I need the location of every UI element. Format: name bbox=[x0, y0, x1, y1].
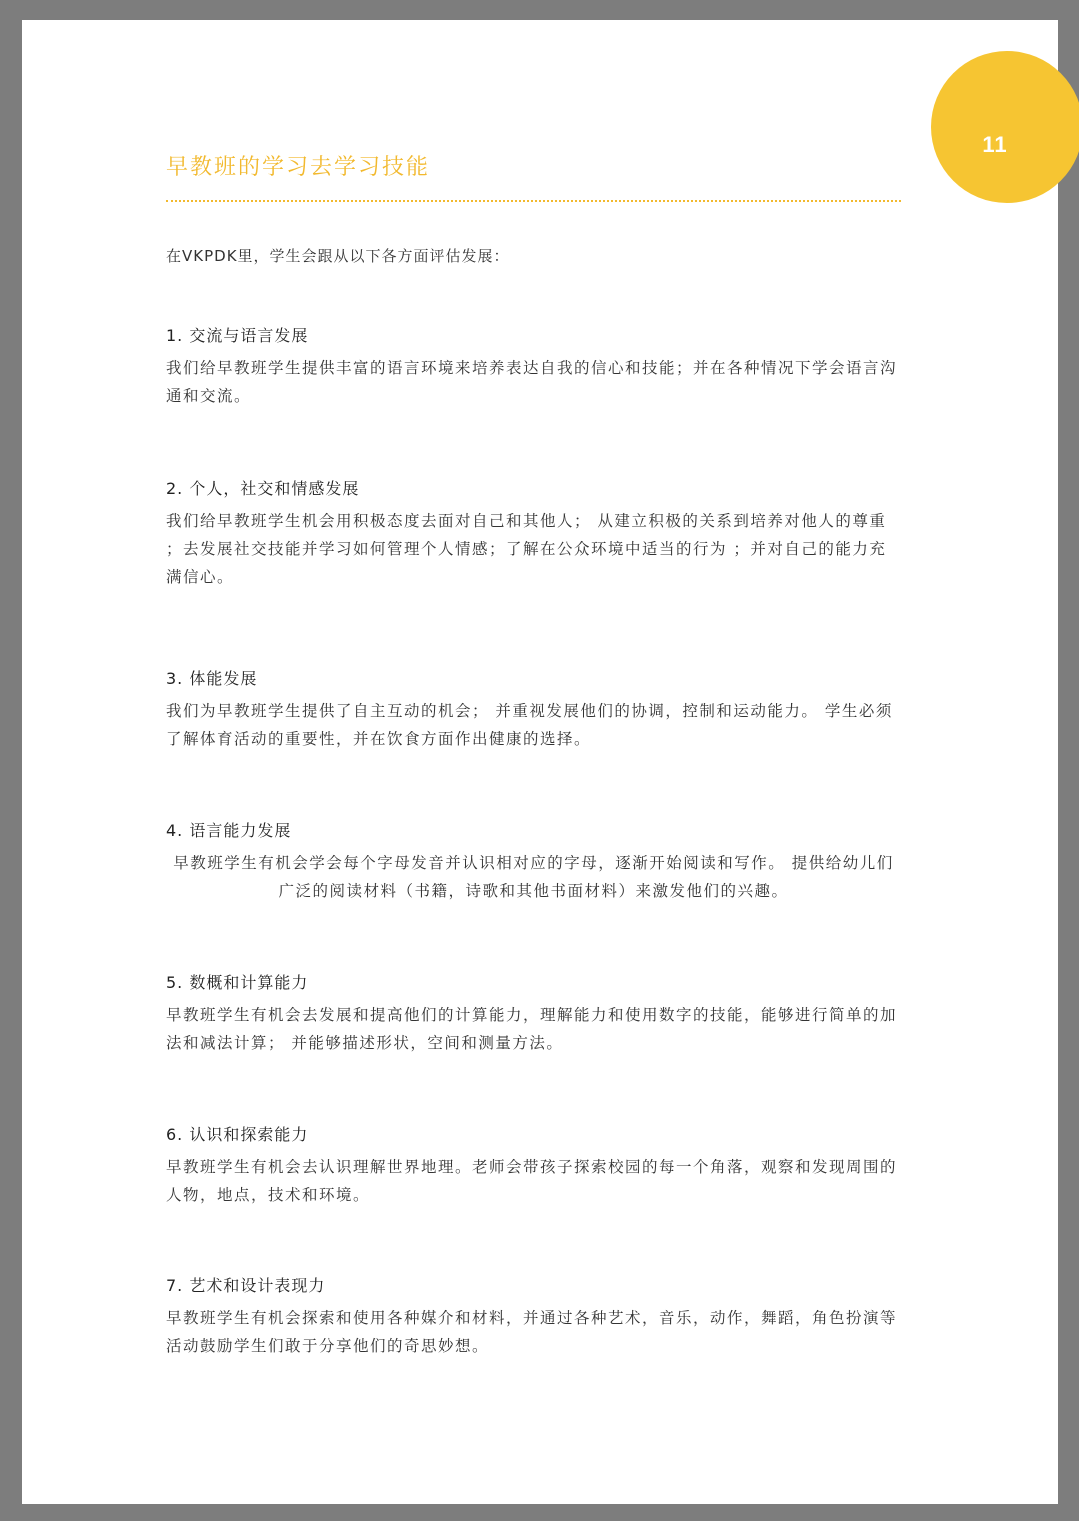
section-heading-1: 1. 交流与语言发展 bbox=[166, 326, 309, 345]
section-body-7: 早教班学生有机会探索和使用各种媒介和材料，并通过各种艺术，音乐，动作，舞蹈，角色扮演等活动鼓励学生们敢于分享他们的奇思妙想。 bbox=[166, 1309, 898, 1355]
section-body-3: 我们为早教班学生提供了自主互动的机会； 并重视发展他们的协调，控制和运动能力。 学生必须了解体育活动的重要性，并在饮食方面作出健康的选择。 bbox=[166, 702, 893, 748]
section-body-1: 我们给早教班学生提供丰富的语言环境来培养表达自我的信心和技能；并在各种情况下学会语言沟通和交流。 bbox=[166, 359, 898, 405]
page-title: 早教班的学习去学习技能 bbox=[166, 155, 431, 180]
page-number-badge bbox=[931, 51, 1079, 203]
section-heading-4: 4. 语言能力发展 bbox=[166, 821, 292, 840]
section-heading-6: 6. 认识和探索能力 bbox=[166, 1125, 309, 1144]
section-heading-5: 5. 数概和计算能力 bbox=[166, 973, 309, 992]
page-number: 11 bbox=[982, 132, 1008, 157]
section-heading-2: 2. 个人，社交和情感发展 bbox=[166, 479, 360, 498]
section-body-2: 我们给早教班学生机会用积极态度去面对自己和其他人； 从建立积极的关系到培养对他人的尊重 ；去发展社交技能并学习如何管理个人情感；了解在公众环境中适当的行为 ；并对自己的能力充满信心。 bbox=[166, 512, 887, 586]
section-body-4: 早教班学生有机会学会每个字母发音并认识相对应的字母，逐渐开始阅读和写作。 提供给幼儿们广泛的阅读材料（书籍，诗歌和其他书面材料）来激发他们的兴趣。 bbox=[173, 854, 894, 900]
title-divider bbox=[166, 200, 901, 202]
section-heading-3: 3. 体能发展 bbox=[166, 669, 258, 688]
section-body-6: 早教班学生有机会去认识理解世界地理。老师会带孩子探索校园的每一个角落，观察和发现周围的人物，地点，技术和环境。 bbox=[166, 1158, 898, 1204]
section-heading-7: 7. 艺术和设计表现力 bbox=[166, 1276, 326, 1295]
section-body-5: 早教班学生有机会去发展和提高他们的计算能力，理解能力和使用数字的技能，能够进行简单的加法和减法计算； 并能够描述形状，空间和测量方法。 bbox=[166, 1006, 898, 1052]
intro-text: 在VKPDK里，学生会跟从以下各方面评估发展： bbox=[166, 247, 510, 265]
